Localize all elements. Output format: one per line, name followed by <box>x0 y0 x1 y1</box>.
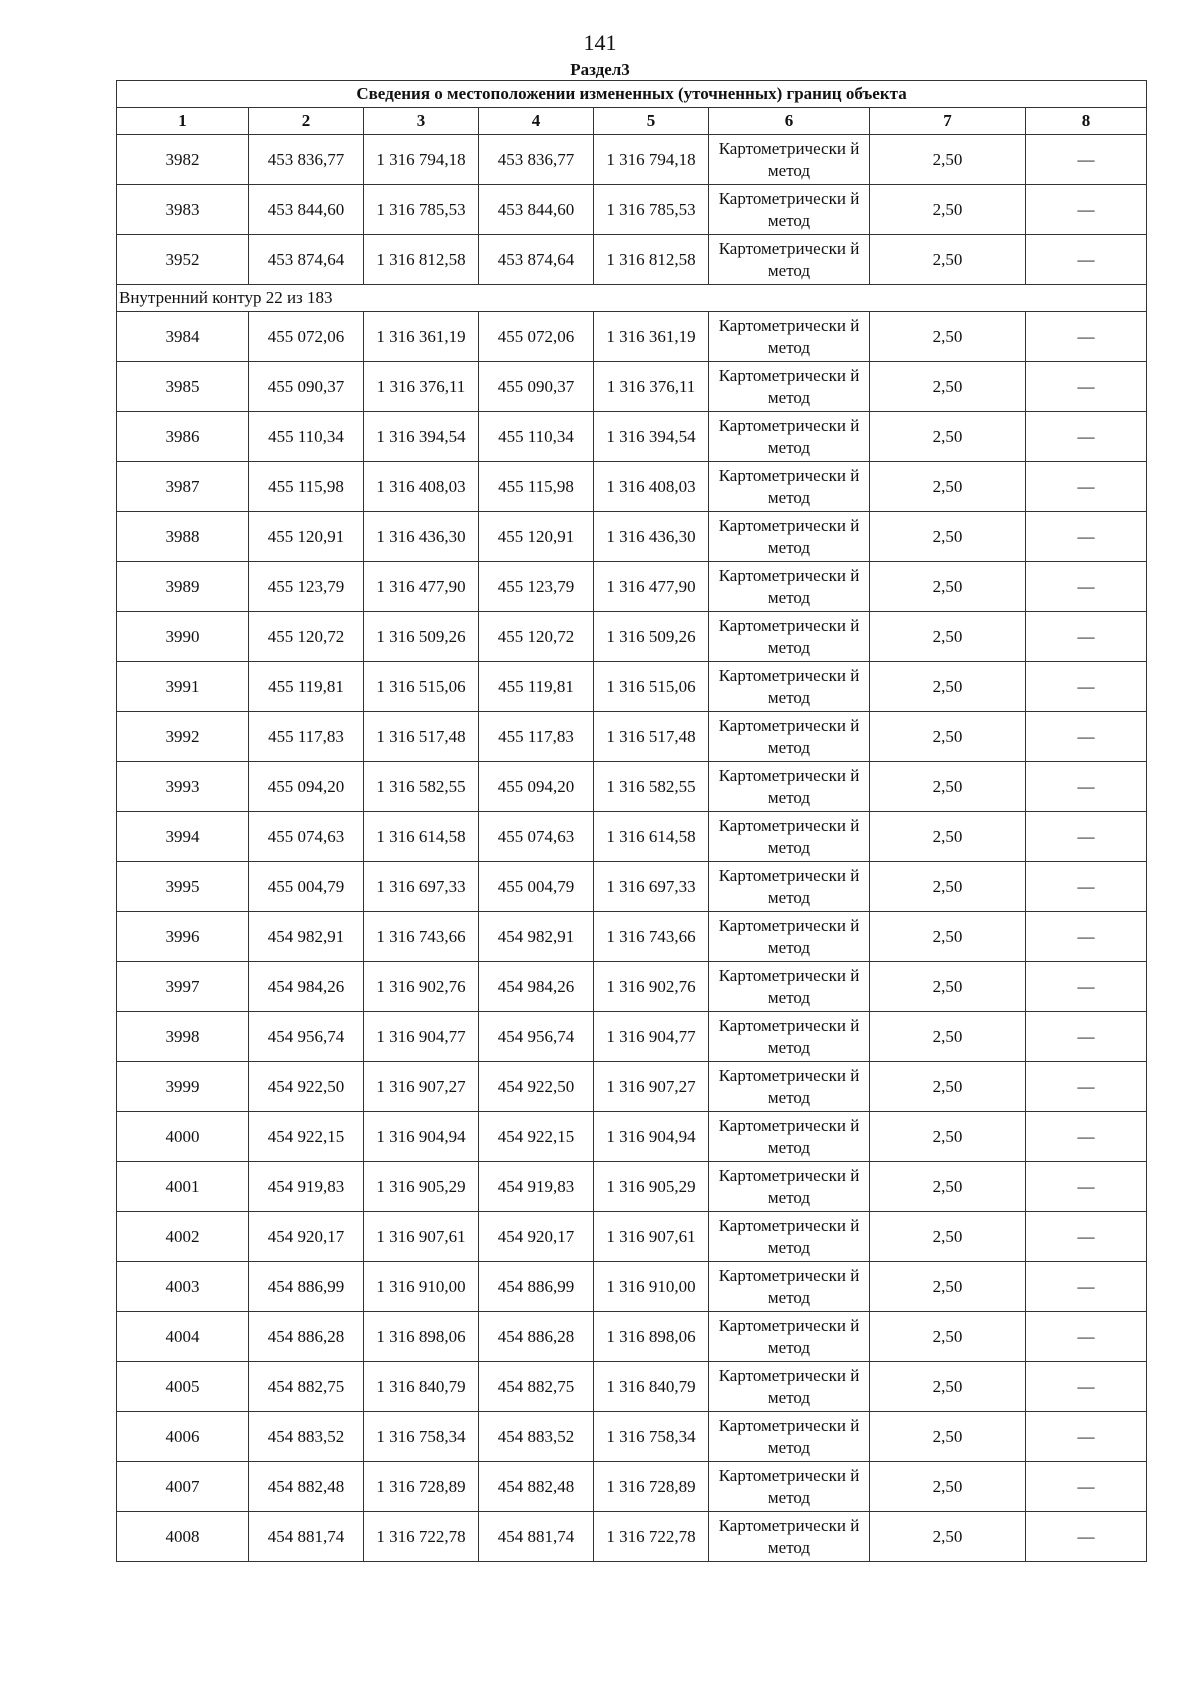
x-coordinate-cell: 455 115,98 <box>249 462 364 512</box>
method-cell: Картометрически й метод <box>709 1462 870 1512</box>
note-cell: — <box>1026 412 1147 462</box>
note-cell: — <box>1026 512 1147 562</box>
x-coordinate-cell: 453 836,77 <box>249 135 364 185</box>
x-coordinate-cell: 455 117,83 <box>479 712 594 762</box>
precision-cell: 2,50 <box>870 412 1026 462</box>
x-coordinate-cell: 455 094,20 <box>249 762 364 812</box>
column-header: 4 <box>479 108 594 135</box>
note-cell: — <box>1026 235 1147 285</box>
x-coordinate-cell: 455 004,79 <box>479 862 594 912</box>
point-number-cell: 4000 <box>117 1112 249 1162</box>
precision-cell: 2,50 <box>870 1012 1026 1062</box>
note-cell: — <box>1026 462 1147 512</box>
y-coordinate-cell: 1 316 515,06 <box>364 662 479 712</box>
x-coordinate-cell: 454 984,26 <box>249 962 364 1012</box>
x-coordinate-cell: 453 874,64 <box>249 235 364 285</box>
y-coordinate-cell: 1 316 905,29 <box>594 1162 709 1212</box>
point-number-cell: 4002 <box>117 1212 249 1262</box>
x-coordinate-cell: 454 920,17 <box>249 1212 364 1262</box>
x-coordinate-cell: 455 094,20 <box>479 762 594 812</box>
y-coordinate-cell: 1 316 728,89 <box>364 1462 479 1512</box>
point-number-cell: 3995 <box>117 862 249 912</box>
precision-cell: 2,50 <box>870 1412 1026 1462</box>
note-cell: — <box>1026 1512 1147 1562</box>
precision-cell: 2,50 <box>870 185 1026 235</box>
y-coordinate-cell: 1 316 477,90 <box>594 562 709 612</box>
point-number-cell: 3989 <box>117 562 249 612</box>
table-row <box>117 762 1147 812</box>
method-cell: Картометрически й метод <box>709 462 870 512</box>
y-coordinate-cell: 1 316 785,53 <box>594 185 709 235</box>
y-coordinate-cell: 1 316 910,00 <box>594 1262 709 1312</box>
note-cell: — <box>1026 1362 1147 1412</box>
method-cell: Картометрически й метод <box>709 1512 870 1562</box>
y-coordinate-cell: 1 316 436,30 <box>364 512 479 562</box>
table-row <box>117 612 1147 662</box>
x-coordinate-cell: 455 072,06 <box>249 312 364 362</box>
method-cell: Картометрически й метод <box>709 1212 870 1262</box>
precision-cell: 2,50 <box>870 1062 1026 1112</box>
table-row <box>117 712 1147 762</box>
y-coordinate-cell: 1 316 408,03 <box>594 462 709 512</box>
x-coordinate-cell: 454 984,26 <box>479 962 594 1012</box>
table-row <box>117 1012 1147 1062</box>
table-row <box>117 512 1147 562</box>
y-coordinate-cell: 1 316 515,06 <box>594 662 709 712</box>
page-number: 141 <box>583 30 617 55</box>
column-header: 8 <box>1026 108 1147 135</box>
point-number-cell: 4005 <box>117 1362 249 1412</box>
precision-cell: 2,50 <box>870 962 1026 1012</box>
method-cell: Картометрически й метод <box>709 1162 870 1212</box>
y-coordinate-cell: 1 316 477,90 <box>364 562 479 612</box>
point-number-cell: 3983 <box>117 185 249 235</box>
point-number-cell: 3994 <box>117 812 249 862</box>
y-coordinate-cell: 1 316 394,54 <box>594 412 709 462</box>
x-coordinate-cell: 455 119,81 <box>479 662 594 712</box>
x-coordinate-cell: 454 956,74 <box>249 1012 364 1062</box>
column-header: 3 <box>364 108 479 135</box>
table-row <box>117 812 1147 862</box>
column-header: 2 <box>249 108 364 135</box>
method-cell: Картометрически й метод <box>709 135 870 185</box>
precision-cell: 2,50 <box>870 512 1026 562</box>
precision-cell: 2,50 <box>870 662 1026 712</box>
x-coordinate-cell: 454 881,74 <box>479 1512 594 1562</box>
precision-cell: 2,50 <box>870 462 1026 512</box>
y-coordinate-cell: 1 316 582,55 <box>364 762 479 812</box>
table-row <box>117 1362 1147 1412</box>
y-coordinate-cell: 1 316 582,55 <box>594 762 709 812</box>
table-row <box>117 562 1147 612</box>
x-coordinate-cell: 454 922,15 <box>249 1112 364 1162</box>
table-caption-row <box>117 81 1147 108</box>
method-cell: Картометрически й метод <box>709 562 870 612</box>
x-coordinate-cell: 453 844,60 <box>479 185 594 235</box>
precision-cell: 2,50 <box>870 612 1026 662</box>
y-coordinate-cell: 1 316 758,34 <box>364 1412 479 1462</box>
point-number-cell: 3985 <box>117 362 249 412</box>
x-coordinate-cell: 455 120,72 <box>249 612 364 662</box>
y-coordinate-cell: 1 316 907,27 <box>364 1062 479 1112</box>
x-coordinate-cell: 455 120,72 <box>479 612 594 662</box>
y-coordinate-cell: 1 316 408,03 <box>364 462 479 512</box>
table-row <box>117 1112 1147 1162</box>
precision-cell: 2,50 <box>870 762 1026 812</box>
method-cell: Картометрически й метод <box>709 1362 870 1412</box>
x-coordinate-cell: 454 886,99 <box>479 1262 594 1312</box>
method-cell: Картометрически й метод <box>709 412 870 462</box>
note-cell: — <box>1026 1062 1147 1112</box>
precision-cell: 2,50 <box>870 1212 1026 1262</box>
table-row <box>117 1462 1147 1512</box>
y-coordinate-cell: 1 316 614,58 <box>364 812 479 862</box>
x-coordinate-cell: 454 882,48 <box>479 1462 594 1512</box>
y-coordinate-cell: 1 316 907,27 <box>594 1062 709 1112</box>
point-number-cell: 4004 <box>117 1312 249 1362</box>
note-cell: — <box>1026 1012 1147 1062</box>
y-coordinate-cell: 1 316 794,18 <box>594 135 709 185</box>
note-cell: — <box>1026 135 1147 185</box>
point-number-cell: 3987 <box>117 462 249 512</box>
note-cell: — <box>1026 712 1147 762</box>
table-row <box>117 662 1147 712</box>
point-number-cell: 4007 <box>117 1462 249 1512</box>
x-coordinate-cell: 453 836,77 <box>479 135 594 185</box>
point-number-cell: 4001 <box>117 1162 249 1212</box>
table-row <box>117 1262 1147 1312</box>
method-cell: Картометрически й метод <box>709 312 870 362</box>
y-coordinate-cell: 1 316 785,53 <box>364 185 479 235</box>
point-number-cell: 3952 <box>117 235 249 285</box>
table-row <box>117 312 1147 362</box>
note-cell: — <box>1026 1162 1147 1212</box>
x-coordinate-cell: 454 883,52 <box>479 1412 594 1462</box>
method-cell: Картометрически й метод <box>709 1062 870 1112</box>
y-coordinate-cell: 1 316 758,34 <box>594 1412 709 1462</box>
y-coordinate-cell: 1 316 905,29 <box>364 1162 479 1212</box>
column-header: 1 <box>117 108 249 135</box>
x-coordinate-cell: 455 120,91 <box>249 512 364 562</box>
table-row <box>117 185 1147 235</box>
precision-cell: 2,50 <box>870 912 1026 962</box>
x-coordinate-cell: 454 982,91 <box>479 912 594 962</box>
method-cell: Картометрически й метод <box>709 862 870 912</box>
x-coordinate-cell: 455 115,98 <box>479 462 594 512</box>
point-number-cell: 3988 <box>117 512 249 562</box>
x-coordinate-cell: 455 004,79 <box>249 862 364 912</box>
note-cell: — <box>1026 1212 1147 1262</box>
table-body <box>117 135 1147 1562</box>
x-coordinate-cell: 454 883,52 <box>249 1412 364 1462</box>
note-cell: — <box>1026 762 1147 812</box>
y-coordinate-cell: 1 316 812,58 <box>364 235 479 285</box>
x-coordinate-cell: 455 090,37 <box>249 362 364 412</box>
table-row <box>117 412 1147 462</box>
y-coordinate-cell: 1 316 910,00 <box>364 1262 479 1312</box>
table-row <box>117 962 1147 1012</box>
precision-cell: 2,50 <box>870 135 1026 185</box>
x-coordinate-cell: 455 120,91 <box>479 512 594 562</box>
y-coordinate-cell: 1 316 794,18 <box>364 135 479 185</box>
table-row <box>117 135 1147 185</box>
y-coordinate-cell: 1 316 840,79 <box>364 1362 479 1412</box>
note-cell: — <box>1026 662 1147 712</box>
x-coordinate-cell: 454 881,74 <box>249 1512 364 1562</box>
method-cell: Картометрически й метод <box>709 235 870 285</box>
point-number-cell: 3993 <box>117 762 249 812</box>
precision-cell: 2,50 <box>870 1462 1026 1512</box>
x-coordinate-cell: 454 882,75 <box>249 1362 364 1412</box>
x-coordinate-cell: 454 886,28 <box>479 1312 594 1362</box>
table-row <box>117 1062 1147 1112</box>
y-coordinate-cell: 1 316 376,11 <box>594 362 709 412</box>
precision-cell: 2,50 <box>870 1112 1026 1162</box>
y-coordinate-cell: 1 316 898,06 <box>594 1312 709 1362</box>
y-coordinate-cell: 1 316 509,26 <box>594 612 709 662</box>
x-coordinate-cell: 454 882,75 <box>479 1362 594 1412</box>
method-cell: Картометрически й метод <box>709 912 870 962</box>
x-coordinate-cell: 453 874,64 <box>479 235 594 285</box>
column-header: 5 <box>594 108 709 135</box>
table-row <box>117 1162 1147 1212</box>
y-coordinate-cell: 1 316 697,33 <box>364 862 479 912</box>
note-cell: — <box>1026 362 1147 412</box>
x-coordinate-cell: 454 922,15 <box>479 1112 594 1162</box>
x-coordinate-cell: 455 117,83 <box>249 712 364 762</box>
precision-cell: 2,50 <box>870 312 1026 362</box>
table-row <box>117 462 1147 512</box>
y-coordinate-cell: 1 316 743,66 <box>594 912 709 962</box>
method-cell: Картометрически й метод <box>709 762 870 812</box>
precision-cell: 2,50 <box>870 362 1026 412</box>
point-number-cell: 3996 <box>117 912 249 962</box>
x-coordinate-cell: 455 123,79 <box>249 562 364 612</box>
note-cell: — <box>1026 612 1147 662</box>
precision-cell: 2,50 <box>870 235 1026 285</box>
table-caption: Сведения о местоположении измененных (уточненных) границ объекта <box>117 81 1147 108</box>
table-row <box>117 1312 1147 1362</box>
column-header: 7 <box>870 108 1026 135</box>
x-coordinate-cell: 454 922,50 <box>479 1062 594 1112</box>
point-number-cell: 3992 <box>117 712 249 762</box>
column-header-row <box>117 108 1147 135</box>
y-coordinate-cell: 1 316 376,11 <box>364 362 479 412</box>
point-number-cell: 3986 <box>117 412 249 462</box>
precision-cell: 2,50 <box>870 1362 1026 1412</box>
method-cell: Картометрически й метод <box>709 1312 870 1362</box>
y-coordinate-cell: 1 316 728,89 <box>594 1462 709 1512</box>
x-coordinate-cell: 453 844,60 <box>249 185 364 235</box>
x-coordinate-cell: 455 072,06 <box>479 312 594 362</box>
method-cell: Картометрически й метод <box>709 1262 870 1312</box>
point-number-cell: 4008 <box>117 1512 249 1562</box>
x-coordinate-cell: 454 886,28 <box>249 1312 364 1362</box>
column-header: 6 <box>709 108 870 135</box>
x-coordinate-cell: 454 919,83 <box>479 1162 594 1212</box>
contour-row <box>117 285 1147 312</box>
precision-cell: 2,50 <box>870 1312 1026 1362</box>
precision-cell: 2,50 <box>870 812 1026 862</box>
method-cell: Картометрически й метод <box>709 712 870 762</box>
coordinates-table <box>116 80 1147 1562</box>
precision-cell: 2,50 <box>870 562 1026 612</box>
y-coordinate-cell: 1 316 517,48 <box>364 712 479 762</box>
y-coordinate-cell: 1 316 722,78 <box>594 1512 709 1562</box>
y-coordinate-cell: 1 316 904,94 <box>594 1112 709 1162</box>
note-cell: — <box>1026 562 1147 612</box>
x-coordinate-cell: 454 886,99 <box>249 1262 364 1312</box>
y-coordinate-cell: 1 316 902,76 <box>364 962 479 1012</box>
note-cell: — <box>1026 1412 1147 1462</box>
x-coordinate-cell: 455 110,34 <box>479 412 594 462</box>
note-cell: — <box>1026 312 1147 362</box>
method-cell: Картометрически й метод <box>709 662 870 712</box>
y-coordinate-cell: 1 316 361,19 <box>594 312 709 362</box>
y-coordinate-cell: 1 316 743,66 <box>364 912 479 962</box>
method-cell: Картометрически й метод <box>709 185 870 235</box>
y-coordinate-cell: 1 316 517,48 <box>594 712 709 762</box>
y-coordinate-cell: 1 316 907,61 <box>364 1212 479 1262</box>
x-coordinate-cell: 455 074,63 <box>479 812 594 862</box>
precision-cell: 2,50 <box>870 712 1026 762</box>
note-cell: — <box>1026 862 1147 912</box>
note-cell: — <box>1026 1112 1147 1162</box>
x-coordinate-cell: 455 123,79 <box>479 562 594 612</box>
y-coordinate-cell: 1 316 614,58 <box>594 812 709 862</box>
point-number-cell: 3999 <box>117 1062 249 1112</box>
note-cell: — <box>1026 812 1147 862</box>
x-coordinate-cell: 454 982,91 <box>249 912 364 962</box>
table-row <box>117 1212 1147 1262</box>
y-coordinate-cell: 1 316 840,79 <box>594 1362 709 1412</box>
x-coordinate-cell: 454 882,48 <box>249 1462 364 1512</box>
section-title: Раздел3 <box>570 60 630 79</box>
note-cell: — <box>1026 912 1147 962</box>
note-cell: — <box>1026 1262 1147 1312</box>
x-coordinate-cell: 454 922,50 <box>249 1062 364 1112</box>
y-coordinate-cell: 1 316 361,19 <box>364 312 479 362</box>
point-number-cell: 3984 <box>117 312 249 362</box>
note-cell: — <box>1026 1312 1147 1362</box>
precision-cell: 2,50 <box>870 862 1026 912</box>
point-number-cell: 3997 <box>117 962 249 1012</box>
method-cell: Картометрически й метод <box>709 512 870 562</box>
x-coordinate-cell: 455 119,81 <box>249 662 364 712</box>
method-cell: Картометрически й метод <box>709 612 870 662</box>
table-row <box>117 235 1147 285</box>
y-coordinate-cell: 1 316 904,94 <box>364 1112 479 1162</box>
y-coordinate-cell: 1 316 904,77 <box>594 1012 709 1062</box>
y-coordinate-cell: 1 316 509,26 <box>364 612 479 662</box>
y-coordinate-cell: 1 316 394,54 <box>364 412 479 462</box>
note-cell: — <box>1026 1462 1147 1512</box>
y-coordinate-cell: 1 316 436,30 <box>594 512 709 562</box>
y-coordinate-cell: 1 316 904,77 <box>364 1012 479 1062</box>
contour-label: Внутренний контур 22 из 183 <box>117 285 1147 312</box>
point-number-cell: 3982 <box>117 135 249 185</box>
method-cell: Картометрически й метод <box>709 1012 870 1062</box>
table-row <box>117 862 1147 912</box>
y-coordinate-cell: 1 316 898,06 <box>364 1312 479 1362</box>
y-coordinate-cell: 1 316 907,61 <box>594 1212 709 1262</box>
method-cell: Картометрически й метод <box>709 1412 870 1462</box>
x-coordinate-cell: 454 956,74 <box>479 1012 594 1062</box>
method-cell: Картометрически й метод <box>709 962 870 1012</box>
precision-cell: 2,50 <box>870 1512 1026 1562</box>
precision-cell: 2,50 <box>870 1262 1026 1312</box>
table-row <box>117 1512 1147 1562</box>
point-number-cell: 3990 <box>117 612 249 662</box>
x-coordinate-cell: 455 110,34 <box>249 412 364 462</box>
point-number-cell: 3998 <box>117 1012 249 1062</box>
method-cell: Картометрически й метод <box>709 812 870 862</box>
y-coordinate-cell: 1 316 697,33 <box>594 862 709 912</box>
note-cell: — <box>1026 185 1147 235</box>
note-cell: — <box>1026 962 1147 1012</box>
y-coordinate-cell: 1 316 722,78 <box>364 1512 479 1562</box>
method-cell: Картометрически й метод <box>709 362 870 412</box>
x-coordinate-cell: 455 090,37 <box>479 362 594 412</box>
method-cell: Картометрически й метод <box>709 1112 870 1162</box>
point-number-cell: 3991 <box>117 662 249 712</box>
table-row <box>117 1412 1147 1462</box>
table-row <box>117 362 1147 412</box>
table-row <box>117 912 1147 962</box>
y-coordinate-cell: 1 316 902,76 <box>594 962 709 1012</box>
y-coordinate-cell: 1 316 812,58 <box>594 235 709 285</box>
precision-cell: 2,50 <box>870 1162 1026 1212</box>
x-coordinate-cell: 454 919,83 <box>249 1162 364 1212</box>
point-number-cell: 4003 <box>117 1262 249 1312</box>
x-coordinate-cell: 454 920,17 <box>479 1212 594 1262</box>
point-number-cell: 4006 <box>117 1412 249 1462</box>
x-coordinate-cell: 455 074,63 <box>249 812 364 862</box>
